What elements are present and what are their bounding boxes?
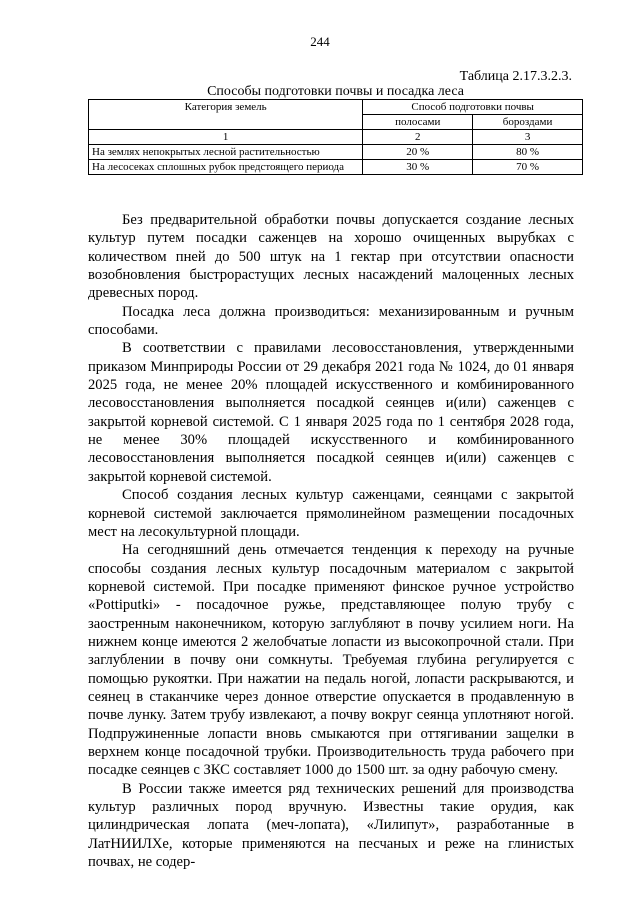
paragraph: В соответствии с правилами лесовосстановления, утвержденными приказом Минприроды России от 29 декабря 2021 года № 1024, до 01 января 2025 года, не менее 20% площадей искусственного и комбинированного лесовосстановления выполняется посадкой сеянцев и(или) саженцев с закрытой корневой системой. С 1 января 2025 года по 1 сентября 2028 года, не менее 30% площадей искусственного и комбинированного лесовосстановления выполняется посадкой сеянцев и(или) саженцев с закрытой корневой системой. — [88, 340, 574, 485]
row-furrows-value: 80 % — [473, 145, 583, 160]
header-furrows: бороздами — [473, 115, 583, 130]
table-row — [89, 160, 583, 175]
table-row — [89, 145, 583, 160]
row-strips-value: 20 % — [363, 145, 473, 160]
header-strips: полосами — [363, 115, 473, 130]
soil-preparation-table — [88, 99, 583, 175]
row-category: На землях непокрытых лесной растительностью — [89, 145, 363, 160]
table-column-numbers-row — [89, 130, 583, 145]
table-title: Способы подготовки почвы и посадка леса — [207, 84, 464, 99]
paragraph: На сегодняшний день отмечается тенденция к переходу на ручные способы создания лесных культур посадочным материалом с закрытой корневой системой. При посадке применяют финское ручное устройство «Pottiputki» - посадочное ружье, представляющее полую трубу с заостренным наконечником, которую заглубляют в почву усилием ноги. На нижнем конце имеются 2 желобчатые лопасти из высокопрочной стали. При заглублении в почву они сомкнуты. Требуемая глубина регулируется с помощью рукоятки. При нажатии на педаль ногой, лопасти раскрываются, и сеянец в стаканчике через донное отверстие опускается в продавленную в почве лунку. Затем трубу извлекают, а почву вокруг сеянца уплотняют ногой. Подпружиненные лопасти вновь смыкаются при оттягивании защелки в верхнем конце посадочной трубки. Производительность труда рабочего при посадке сеянцев с ЗКС составляет 1000 до 1500 шт. за одну рабочую смену. — [88, 542, 574, 779]
column-number: 2 — [363, 130, 473, 145]
body-text — [88, 211, 574, 871]
column-number: 1 — [89, 130, 363, 145]
paragraph: Без предварительной обработки почвы допускается создание лесных культур путем посадки саженцев на хорошо очищенных вырубках с количеством пней до 500 штук на 1 гектар при отсутствии опасности возобновления быстрорастущих лесных насаждений малоценных лесных древесных пород. — [88, 212, 574, 302]
row-strips-value: 30 % — [363, 160, 473, 175]
row-furrows-value: 70 % — [473, 160, 583, 175]
page-number: 244 — [310, 34, 330, 49]
header-category: Категория земель — [89, 100, 363, 130]
header-method: Способ подготовки почвы — [363, 100, 583, 115]
column-number: 3 — [473, 130, 583, 145]
paragraph: Способ создания лесных культур саженцами, сеянцами с закрытой корневой системой заключается прямолинейном размещении посадочных мест на лесокультурной площади. — [88, 487, 574, 540]
table-reference: Таблица 2.17.3.2.3. — [459, 69, 572, 84]
row-category: На лесосеках сплошных рубок предстоящего периода — [89, 160, 363, 175]
paragraph: В России также имеется ряд технических решений для производства культур различных пород вручную. Известны такие орудия, как цилиндрическая лопата (меч-лопата), «Лилипут», разработанные в ЛатНИИЛХе, которые применяются на песчаных и реже на глинистых почвах, не содер- — [88, 780, 574, 871]
table-header-row — [89, 100, 583, 115]
paragraph: Посадка леса должна производиться: механизированным и ручным способами. — [88, 303, 574, 339]
